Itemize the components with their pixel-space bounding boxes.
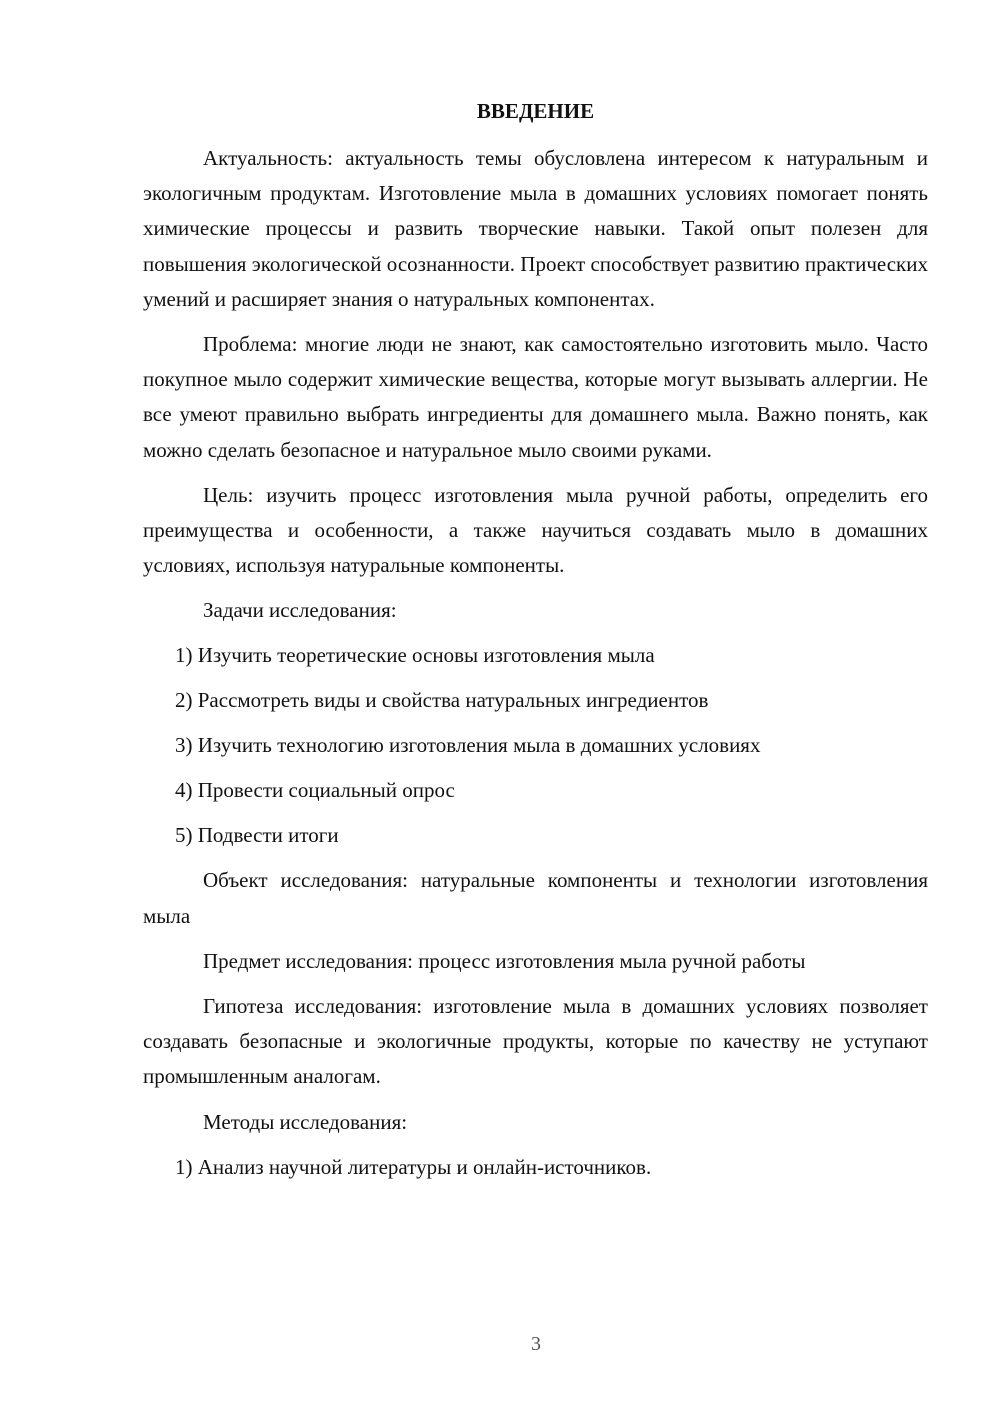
methods-list (143, 1150, 928, 1185)
relevance-paragraph: Актуальность: актуальность темы обусловлена интересом к натуральным и экологичным продуктам. Изготовление мыла в домашних условиях помогает понять химические процессы и развить творческие навыки. Такой опыт полезен для повышения экологической осознанности. Проект способствует развитию практических умений и расширяет знания о натуральных компонентах. (143, 146, 928, 311)
task-item: 2) Рассмотреть виды и свойства натуральных ингредиентов (175, 688, 709, 713)
problem-paragraph: Проблема: многие люди не знают, как самостоятельно изготовить мыло. Часто покупное мыло содержит химические вещества, которые могут вызывать аллергии. Не все умеют правильно выбрать ингредиенты для домашнего мыла. Важно понять, как можно сделать безопасное и натуральное мыло своими руками. (143, 332, 928, 462)
methods-heading: Методы исследования: (203, 1109, 408, 1134)
task-item: 3) Изучить технологию изготовления мыла в домашних условиях (175, 733, 761, 758)
object-paragraph: Объект исследования: натуральные компоненты и технологии изготовления мыла (143, 868, 928, 928)
method-item: 1) Анализ научной литературы и онлайн-источников. (175, 1154, 652, 1179)
section-title: ВВЕДЕНИЕ (476, 99, 595, 123)
document-page (143, 94, 928, 1195)
hypothesis-paragraph: Гипотеза исследования: изготовление мыла в домашних условиях позволяет создавать безопасные и экологичные продукты, которые по качеству не уступают промышленным аналогам. (143, 994, 928, 1089)
tasks-list (143, 638, 928, 853)
subject-paragraph: Предмет исследования: процесс изготовления мыла ручной работы (203, 948, 806, 973)
task-item: 5) Подвести итоги (175, 823, 339, 848)
task-item: 4) Провести социальный опрос (175, 778, 455, 803)
task-item: 1) Изучить теоретические основы изготовления мыла (175, 643, 655, 668)
goal-paragraph: Цель: изучить процесс изготовления мыла ручной работы, определить его преимущества и особенности, а также научиться создавать мыло в домашних условиях, используя натуральные компоненты. (143, 482, 928, 578)
page-number: 3 (531, 1333, 541, 1355)
tasks-heading: Задачи исследования: (203, 598, 397, 623)
